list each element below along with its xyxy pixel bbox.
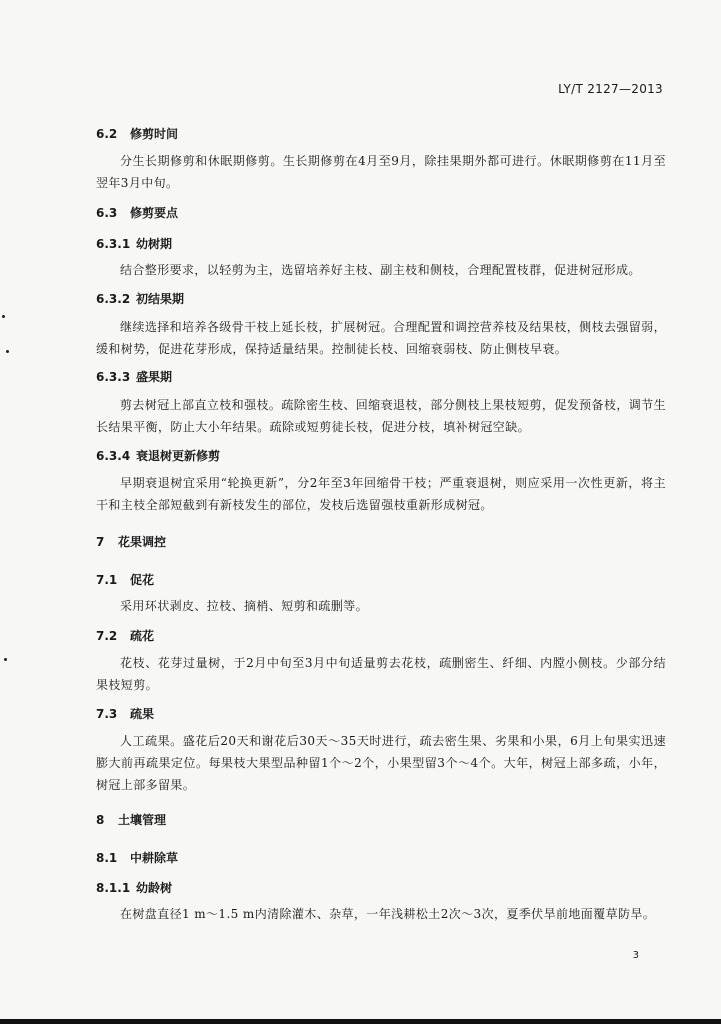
heading-title: 衰退树更新修剪 (136, 449, 221, 463)
heading-title: 中耕除草 (130, 851, 179, 865)
heading-title: 幼树期 (136, 237, 173, 251)
paragraph-6-3-2: 继续选择和培养各级骨干枝上延长枝，扩展树冠。合理配置和调控营养枝及结果枝，侧枝去强留弱，缓和树势，促进花芽形成，保持适量结果。控制徒长枝、回缩衰弱枝、防止侧枝早衰。 (96, 320, 666, 356)
heading-6-3-4 (96, 447, 220, 464)
heading-number: 7.1 (96, 573, 118, 587)
page-number: 3 (632, 950, 639, 961)
heading-7-1 (96, 571, 154, 588)
heading-number: 6.3 (96, 206, 118, 220)
heading-7 (96, 533, 166, 550)
heading-title: 疏果 (130, 707, 155, 721)
heading-title: 修剪要点 (130, 206, 179, 220)
paragraph-6-3-1: 结合整形要求，以轻剪为主，选留培养好主枝、副主枝和侧枝，合理配置枝群，促进树冠形成。 (120, 263, 641, 277)
paragraph-6-3-3: 剪去树冠上部直立枝和强枝。疏除密生枝、回缩衰退枝，部分侧枝上果枝短剪，促发预备枝，调节生长结果平衡，防止大小年结果。疏除或短剪徒长枝，促进分枝，填补树冠空缺。 (96, 398, 666, 434)
heading-title: 促花 (130, 573, 155, 587)
heading-8 (96, 811, 166, 828)
heading-7-3 (96, 705, 154, 722)
paragraph-6-3-4: 早期衰退树宜采用“轮换更新”，分2年至3年回缩骨干枝；严重衰退树，则应采用一次性更新，将主干和主枝全部短截到有新枝发生的部位，发枝后选留强枝重新形成树冠。 (96, 476, 666, 512)
heading-6-3-3 (96, 368, 172, 385)
heading-number: 8.1 (96, 851, 118, 865)
heading-number: 6.3.1 (96, 237, 131, 251)
heading-title: 盛果期 (136, 370, 173, 384)
heading-6-3-2 (96, 290, 184, 307)
heading-title: 土壤管理 (118, 813, 167, 827)
heading-8-1 (96, 849, 178, 866)
heading-number: 6.3.3 (96, 370, 131, 384)
heading-number: 7.3 (96, 707, 118, 721)
paragraph-7-3: 人工疏果。盛花后20天和谢花后30天～35天时进行，疏去密生果、劣果和小果，6月上旬果实迅速膨大前再疏果定位。每果枝大果型品种留1个～2个，小果型留3个～4个。大年，树冠上部多疏，小年，树冠上部多留果。 (96, 734, 666, 792)
heading-title: 花果调控 (118, 535, 167, 549)
heading-title: 幼龄树 (136, 881, 173, 895)
heading-number: 8 (96, 813, 105, 827)
paragraph-7-2: 花枝、花芽过量树，于2月中旬至3月中旬适量剪去花枝，疏删密生、纤细、内膛小侧枝。少部分结果枝短剪。 (96, 656, 666, 692)
scan-speck (6, 350, 9, 353)
heading-number: 6.3.2 (96, 292, 131, 306)
standard-code: LY/T 2127—2013 (558, 82, 663, 96)
heading-number: 6.2 (96, 127, 118, 141)
heading-number: 7 (96, 535, 105, 549)
heading-number: 8.1.1 (96, 881, 131, 895)
scan-speck (4, 658, 7, 661)
scan-bottom-edge (0, 1019, 721, 1024)
heading-8-1-1 (96, 879, 172, 896)
heading-title: 修剪时间 (130, 127, 179, 141)
paragraph-8-1-1: 在树盘直径1 m～1.5 m内清除灌木、杂草，一年浅耕松土2次～3次，夏季伏旱前地面覆草防旱。 (120, 907, 656, 921)
heading-number: 6.3.4 (96, 449, 131, 463)
scan-speck (2, 315, 5, 318)
heading-title: 初结果期 (136, 292, 185, 306)
paragraph-6-2: 分生长期修剪和休眠期修剪。生长期修剪在4月至9月，除挂果期外都可进行。休眠期修剪在11月至翌年3月中旬。 (96, 154, 666, 190)
heading-6-3-1 (96, 235, 172, 252)
heading-title: 疏花 (130, 629, 155, 643)
paragraph-7-1: 采用环状剥皮、拉枝、摘梢、短剪和疏删等。 (120, 599, 369, 613)
heading-6-2 (96, 125, 178, 142)
heading-6-3 (96, 204, 178, 221)
heading-7-2 (96, 627, 154, 644)
heading-number: 7.2 (96, 629, 118, 643)
